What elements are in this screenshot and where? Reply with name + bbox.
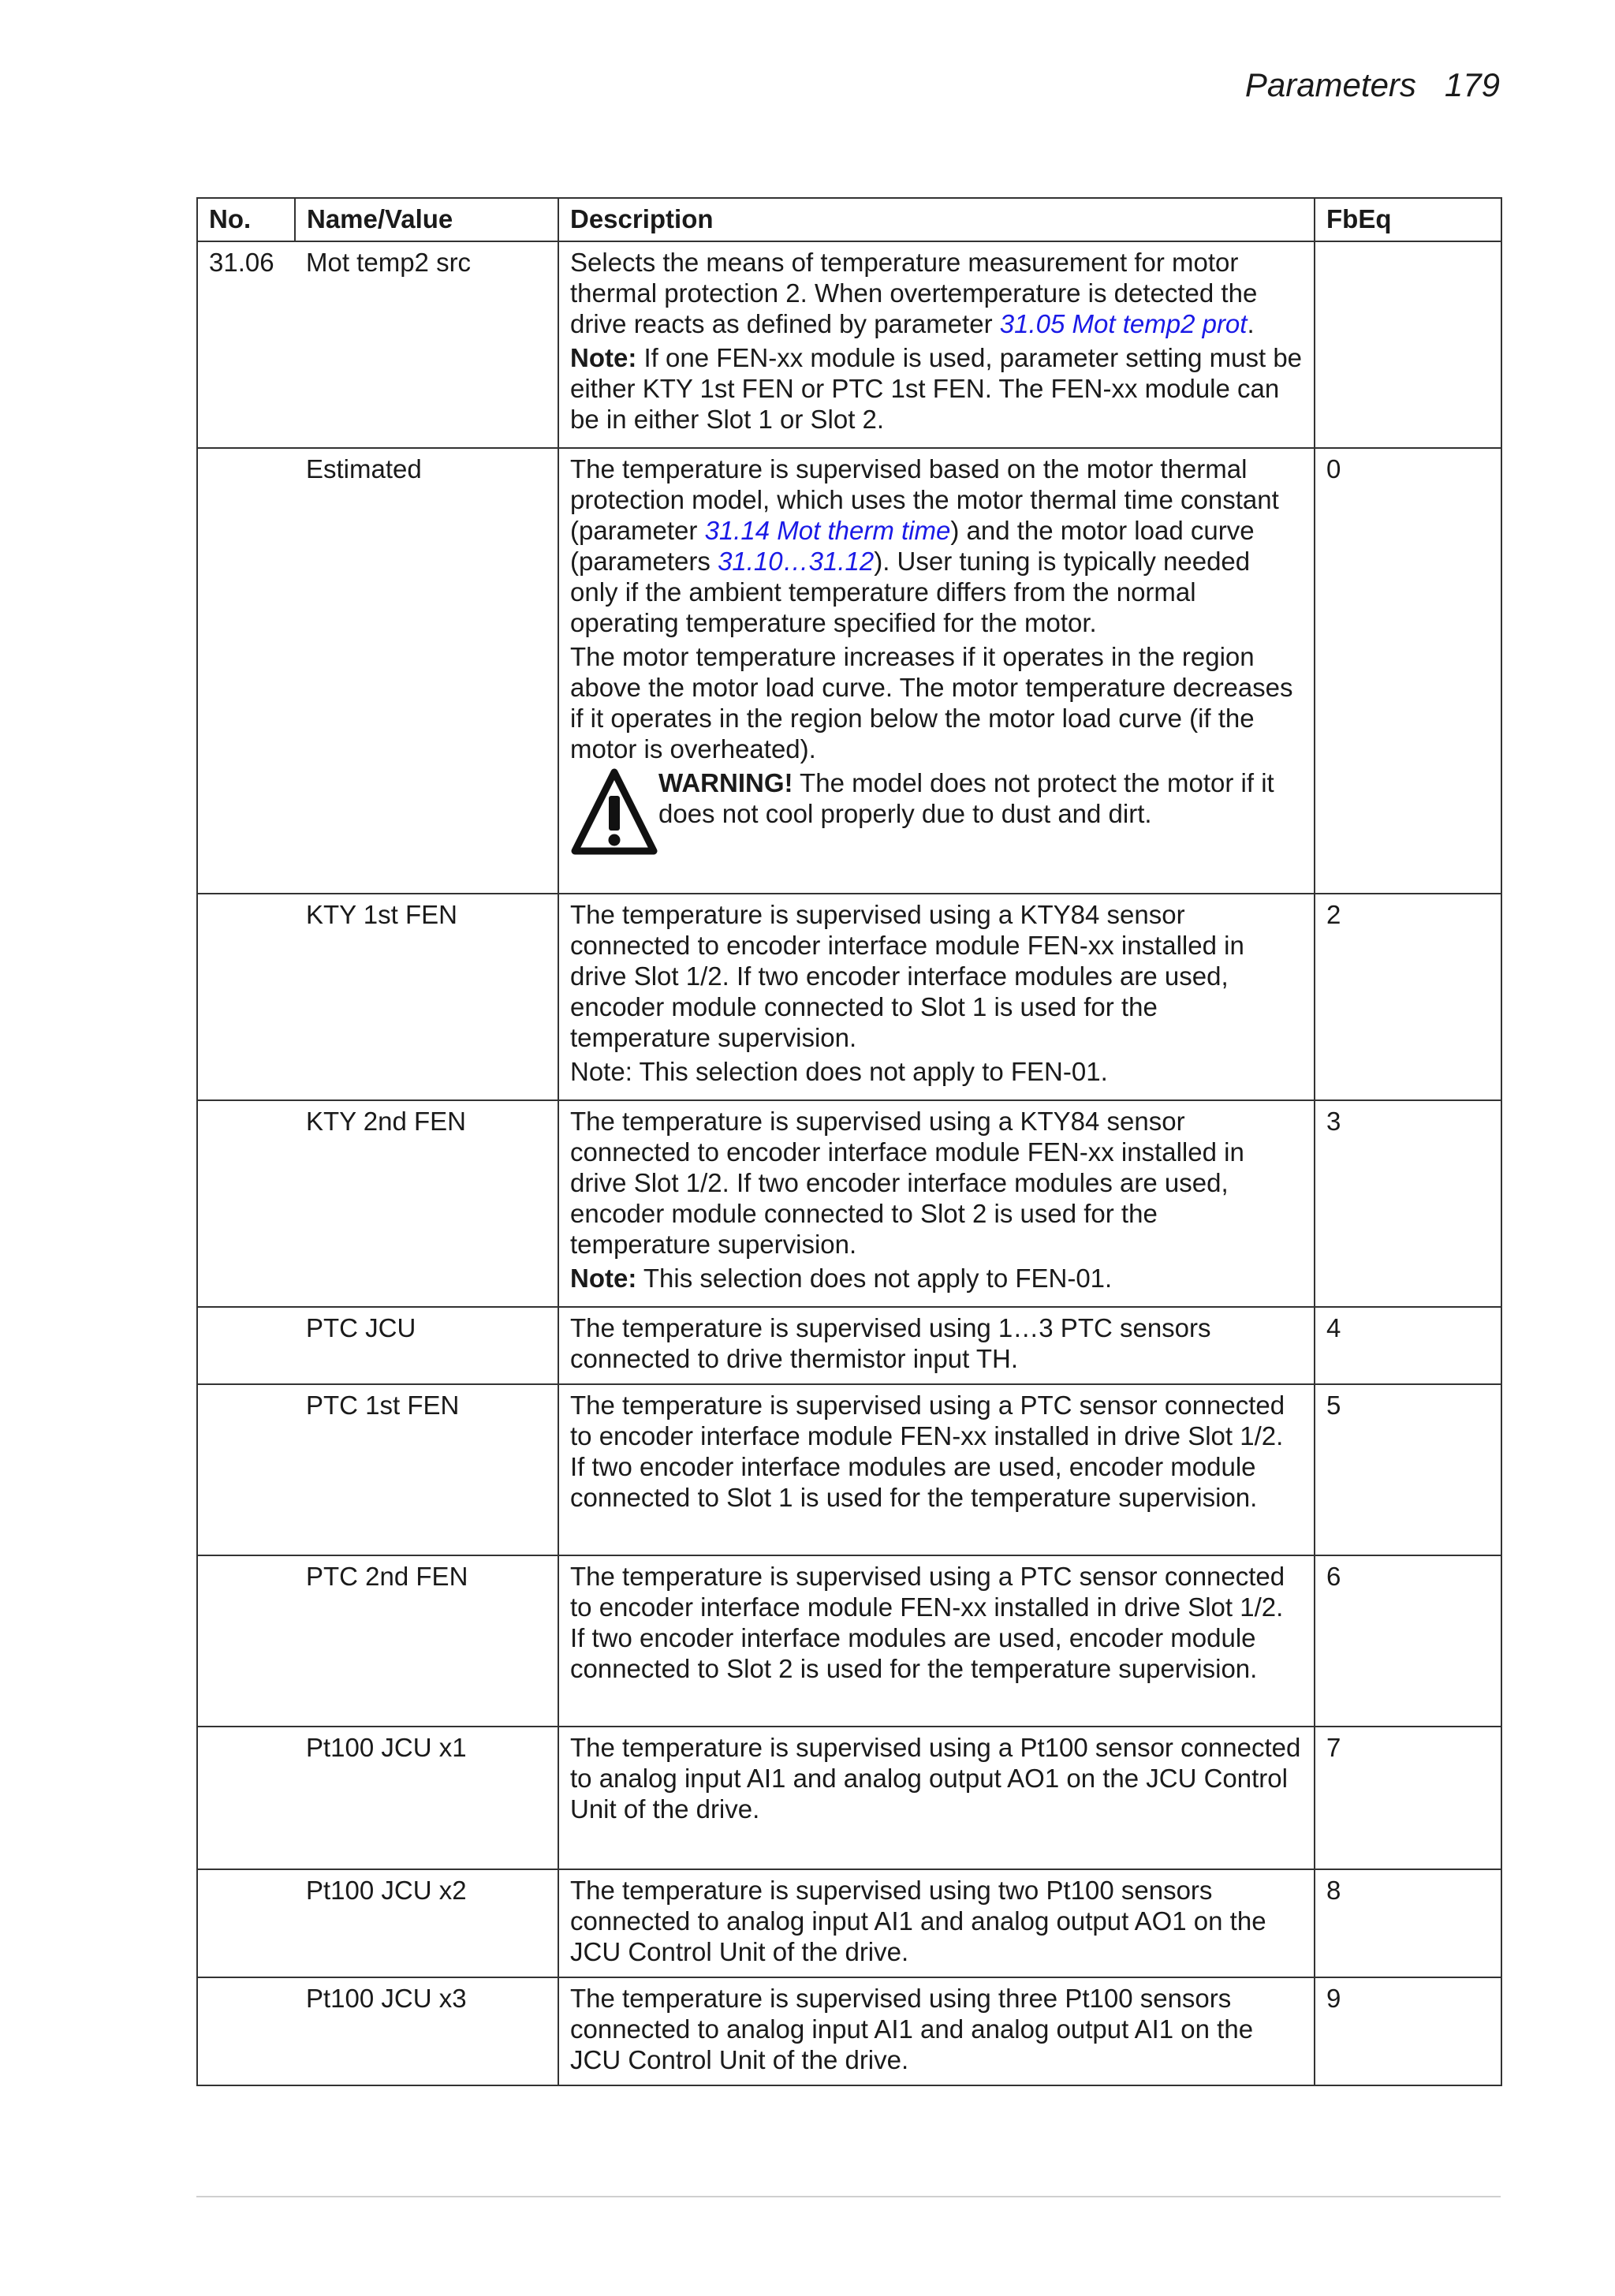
warning-text: The model does not protect the motor if it does not cool properly due to dust and dirt. xyxy=(658,768,1274,828)
column-header-fbeq: FbEq xyxy=(1315,198,1501,241)
desc-text: Selects the means of temperature measurement for motor thermal protection 2. When overtemperature is detected the drive reacts as defined by parameter xyxy=(570,248,1258,338)
value-fbeq: 4 xyxy=(1315,1307,1501,1384)
warning-block xyxy=(570,767,1303,862)
value-fbeq: 6 xyxy=(1315,1555,1501,1727)
value-fbeq: 9 xyxy=(1315,1977,1501,2085)
column-header-description: Description xyxy=(558,198,1315,241)
param-number: 31.06 xyxy=(197,241,295,448)
value-name: Pt100 JCU x3 xyxy=(295,1977,558,2085)
value-name: Estimated xyxy=(295,448,558,894)
value-fbeq: 5 xyxy=(1315,1384,1501,1555)
page-number: 179 xyxy=(1444,66,1500,103)
param-description xyxy=(558,241,1315,448)
note-text: If one FEN-xx module is used, parameter setting must be either KTY 1st FEN or PTC 1st FEN. The FEN-xx module can be in either Slot 1 or Slot 2. xyxy=(570,343,1303,434)
table-row-kty1 xyxy=(197,894,1501,1100)
table-row-pt100-x3 xyxy=(197,1977,1501,2085)
parameter-table xyxy=(196,197,1502,2086)
column-header-no: No. xyxy=(197,198,295,241)
param-fbeq xyxy=(1315,241,1501,448)
value-fbeq: 0 xyxy=(1315,448,1501,894)
value-name: PTC JCU xyxy=(295,1307,558,1384)
param-link[interactable]: 31.10…31.12 xyxy=(718,547,875,576)
value-name: KTY 2nd FEN xyxy=(295,1100,558,1307)
table-header-row xyxy=(197,198,1501,241)
value-fbeq: 8 xyxy=(1315,1869,1501,1977)
value-name: PTC 2nd FEN xyxy=(295,1555,558,1727)
table-row-ptc-jcu xyxy=(197,1307,1501,1384)
warning-label: WARNING! xyxy=(658,768,793,797)
value-description: The temperature is supervised using a Pt100 sensor connected to analog input AI1 and analog output AO1 on the JCU Control Unit of the drive. xyxy=(558,1727,1315,1869)
warning-icon xyxy=(570,767,658,862)
table-row-pt100-x1 xyxy=(197,1727,1501,1869)
table-row-ptc1 xyxy=(197,1384,1501,1555)
value-description: The temperature is supervised using 1…3 PTC sensors connected to drive thermistor input TH. xyxy=(558,1307,1315,1384)
table-row-ptc2 xyxy=(197,1555,1501,1727)
value-fbeq: 7 xyxy=(1315,1727,1501,1869)
note-text: Note: This selection does not apply to FEN-01. xyxy=(570,1057,1108,1086)
value-fbeq: 2 xyxy=(1315,894,1501,1100)
value-description: The temperature is supervised based on the motor thermal protection model, which uses the motor thermal time constant (parameter 31.14 Mot therm time) and the motor load curve (parameters 31.10…31.12). User tuning is typically needed only if the ambient temperature differs from the normal operating temperature specified for the motor. The motor temperature increases if it operates in the region above the motor load curve. The motor temperature decreases if it operates in the region below the motor load curve (if the motor is overheated). WARNING! The model does not protect the motor if it does not cool properly due to dust and dirt. xyxy=(558,448,1315,894)
value-description: The temperature is supervised using a PTC sensor connected to encoder interface module FEN-xx installed in drive Slot 1/2. If two encoder interface modules are used, encoder module connected to Slot 1 is used for the temperature supervision. xyxy=(558,1384,1315,1555)
desc-text-end: . xyxy=(1247,309,1255,338)
value-name: KTY 1st FEN xyxy=(295,894,558,1100)
table-row-pt100-x2 xyxy=(197,1869,1501,1977)
column-header-name: Name/Value xyxy=(295,198,558,241)
table-row-parameter xyxy=(197,241,1501,448)
footer-divider xyxy=(196,2196,1501,2197)
value-description: The temperature is supervised using a KTY84 sensor connected to encoder interface module FEN-xx installed in drive Slot 1/2. If two encoder interface modules are used, encoder module connected to Slot 1 is used for the temperature supervision. Note: This selection does not apply to FEN-01. xyxy=(558,894,1315,1100)
note-label: Note: xyxy=(570,1264,637,1293)
value-description: The temperature is supervised using a KTY84 sensor connected to encoder interface module FEN-xx installed in drive Slot 1/2. If two encoder interface modules are used, encoder module connected to Slot 2 is used for the temperature supervision. Note: This selection does not apply to FEN-01. xyxy=(558,1100,1315,1307)
table-row-kty2 xyxy=(197,1100,1501,1307)
value-name: PTC 1st FEN xyxy=(295,1384,558,1555)
note-label: Note: xyxy=(570,343,637,372)
param-name: Mot temp2 src xyxy=(295,241,558,448)
value-name: Pt100 JCU x2 xyxy=(295,1869,558,1977)
section-title: Parameters xyxy=(1244,66,1416,103)
param-link[interactable]: 31.05 Mot temp2 prot xyxy=(999,309,1248,338)
note-text: This selection does not apply to FEN-01. xyxy=(636,1264,1113,1293)
value-description: The temperature is supervised using two Pt100 sensors connected to analog input AI1 and analog output AO1 on the JCU Control Unit of the drive. xyxy=(558,1869,1315,1977)
value-description: The temperature is supervised using a PTC sensor connected to encoder interface module FEN-xx installed in drive Slot 1/2. If two encoder interface modules are used, encoder module connected to Slot 2 is used for the temperature supervision. xyxy=(558,1555,1315,1727)
value-description: The temperature is supervised using three Pt100 sensors connected to analog input AI1 and analog output AI1 on the JCU Control Unit of the drive. xyxy=(558,1977,1315,2085)
value-name: Pt100 JCU x1 xyxy=(295,1727,558,1869)
page-header xyxy=(1245,66,1500,104)
param-link[interactable]: 31.14 Mot therm time xyxy=(704,516,951,545)
desc-paragraph: The motor temperature increases if it operates in the region above the motor load curve. The motor temperature decreases if it operates in the region below the motor load curve (if the motor is overheated). xyxy=(570,642,1293,763)
value-fbeq: 3 xyxy=(1315,1100,1501,1307)
table-row-estimated xyxy=(197,448,1501,894)
